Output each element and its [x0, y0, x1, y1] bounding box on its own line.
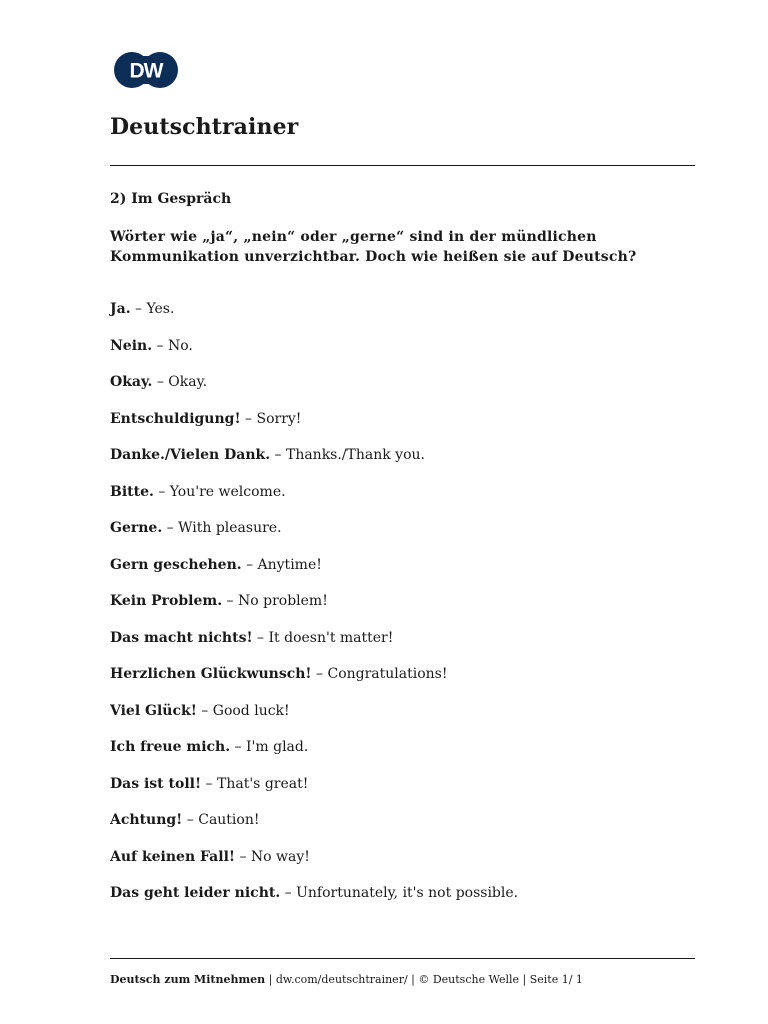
phrase-item: [110, 520, 518, 557]
phrase-german: Bitte.: [110, 483, 154, 500]
phrase-german: Gerne.: [110, 520, 163, 536]
phrase-english: – I'm glad.: [230, 739, 309, 755]
phrase-german: Herzlichen Glückwunsch!: [110, 666, 312, 682]
phrase-english: – No problem!: [222, 593, 328, 609]
dw-logo: [112, 50, 182, 90]
phrase-german: Achtung!: [110, 812, 183, 828]
footer-divider: [110, 958, 695, 959]
phrase-item: [110, 484, 518, 521]
phrase-german: Das macht nichts!: [110, 629, 253, 646]
phrase-german: Viel Glück!: [110, 702, 197, 719]
phrase-item: [110, 776, 518, 813]
phrase-list: [110, 301, 518, 922]
phrase-english: – Congratulations!: [311, 666, 448, 682]
phrase-item: [110, 374, 518, 411]
phrase-item: [110, 849, 518, 886]
phrase-item: [110, 447, 518, 484]
logo-text: DW: [129, 59, 163, 83]
footer-brand: Deutsch zum Mitnehmen: [110, 973, 266, 986]
phrase-english: – Anytime!: [241, 556, 322, 573]
phrase-english: – It doesn't matter!: [252, 629, 394, 646]
phrase-english: – With pleasure.: [162, 520, 282, 536]
phrase-german: Nein.: [110, 337, 153, 354]
intro-line-2: Kommunikation unverzichtbar. Doch wie heißen sie auf Deutsch?: [110, 248, 637, 265]
phrase-german: Danke./Vielen Dank.: [110, 447, 271, 463]
phrase-item: [110, 666, 518, 703]
phrase-german: Auf keinen Fall!: [110, 848, 236, 865]
phrase-item: [110, 812, 518, 849]
phrase-english: – Unfortunately, it's not possible.: [280, 885, 519, 901]
phrase-german: Kein Problem.: [110, 593, 223, 609]
phrase-item: [110, 739, 518, 776]
phrase-item: [110, 411, 518, 448]
phrase-german: Okay.: [110, 374, 153, 390]
page-title: Deutschtrainer: [110, 114, 299, 140]
page-footer: [110, 973, 583, 986]
phrase-english: – Caution!: [182, 812, 260, 828]
phrase-english: – Thanks./Thank you.: [270, 447, 425, 463]
phrase-english: – Yes.: [130, 301, 175, 317]
phrase-item: [110, 338, 518, 375]
phrase-english: – No way!: [235, 848, 310, 865]
phrase-english: – Good luck!: [196, 702, 290, 719]
phrase-english: – That's great!: [201, 775, 309, 792]
phrase-german: Ich freue mich.: [110, 739, 231, 755]
section-heading: 2) Im Gespräch: [110, 191, 232, 207]
intro-text: [110, 228, 670, 267]
phrase-english: – Okay.: [152, 374, 208, 390]
phrase-german: Entschuldigung!: [110, 410, 241, 427]
phrase-german: Das ist toll!: [110, 775, 202, 792]
phrase-item: [110, 593, 518, 630]
phrase-item: [110, 630, 518, 667]
phrase-item: [110, 301, 518, 338]
phrase-german: Das geht leider nicht.: [110, 885, 281, 901]
intro-line-1: Wörter wie „ja“, „nein“ oder „gerne“ sind in der mündlichen: [110, 229, 597, 245]
phrase-item: [110, 557, 518, 594]
phrase-english: – Sorry!: [240, 410, 302, 427]
header-divider: [110, 165, 695, 166]
phrase-german: Ja.: [110, 301, 131, 317]
footer-meta: | dw.com/deutschtrainer/ | © Deutsche Welle | Seite 1/ 1: [265, 973, 583, 986]
phrase-english: – You're welcome.: [153, 483, 286, 500]
phrase-item: [110, 703, 518, 740]
phrase-item: [110, 885, 518, 922]
phrase-english: – No.: [152, 337, 193, 354]
phrase-german: Gern geschehen.: [110, 556, 242, 573]
